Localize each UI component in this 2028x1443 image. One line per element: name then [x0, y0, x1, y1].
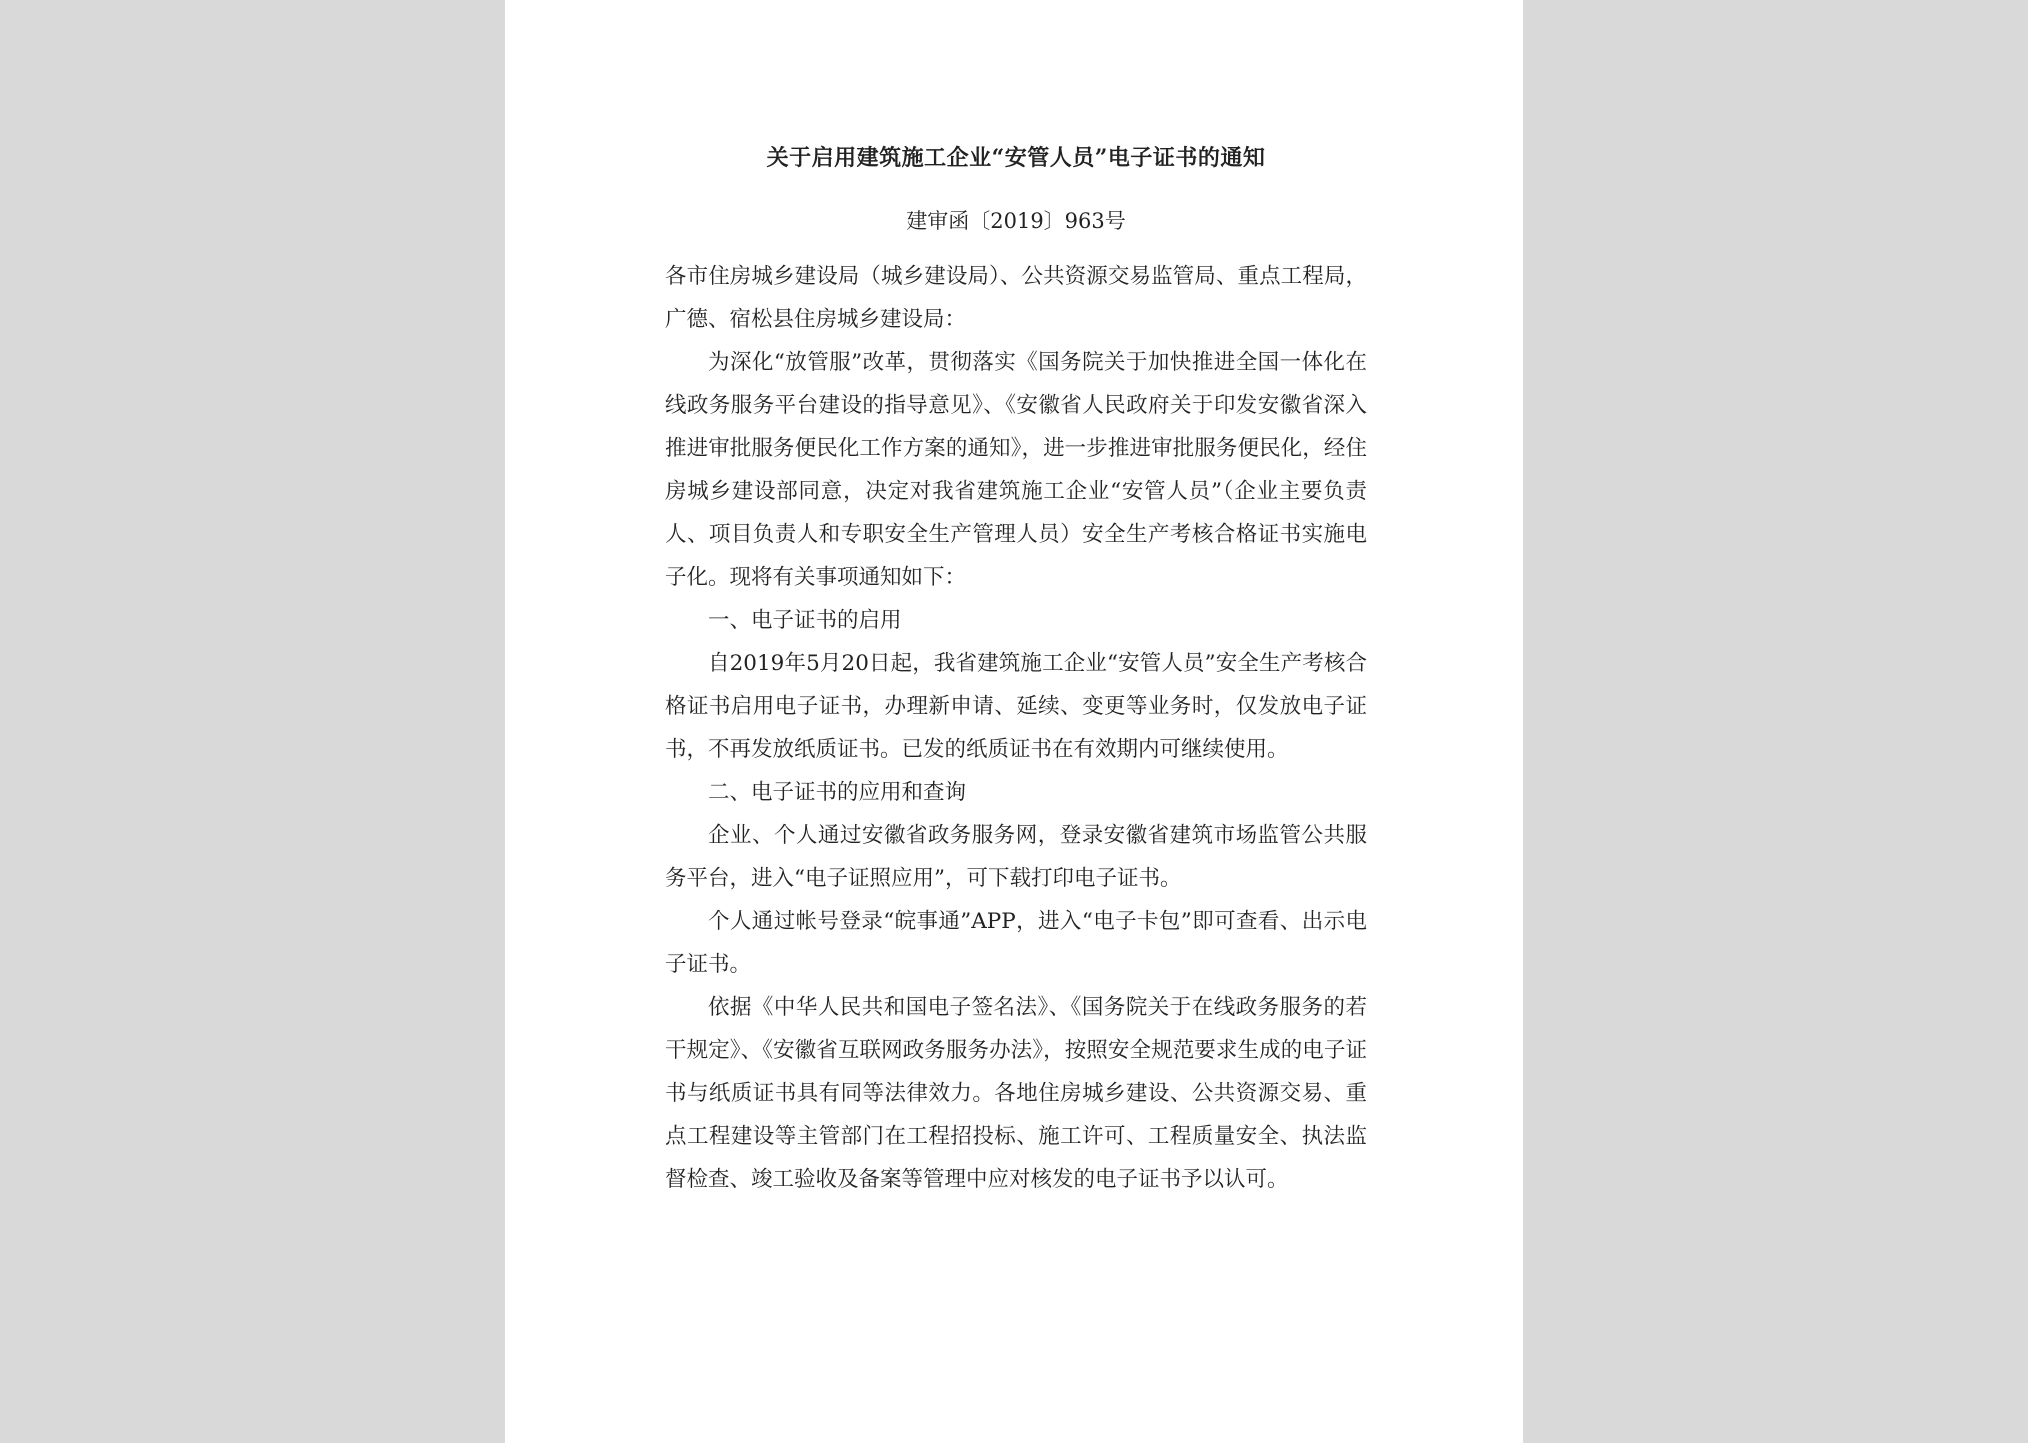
section-2-paragraph-2: 个人通过帐号登录“皖事通”APP，进入“电子卡包”即可查看、出示电子证书。 — [665, 909, 1367, 977]
section-2-paragraph-1: 企业、个人通过安徽省政务服务网，登录安徽省建筑市场监管公共服务平台，进入“电子证照应用”，可下载打印电子证书。 — [665, 823, 1367, 891]
section-2-heading: 二、电子证书的应用和查询 — [708, 780, 967, 805]
document-page — [505, 0, 1523, 1443]
document-title: 关于启用建筑施工企业“安管人员”电子证书的通知 — [766, 145, 1266, 171]
salutation: 各市住房城乡建设局（城乡建设局）、公共资源交易监管局、重点工程局，广德、宿松县住房城乡建设局： — [665, 264, 1367, 332]
intro-paragraph: 为深化“放管服”改革，贯彻落实《国务院关于加快推进全国一体化在线政务服务平台建设的指导意见》、《安徽省人民政府关于印发安徽省深入推进审批服务便民化工作方案的通知》，进一步推进审批服务便民化，经住房城乡建设部同意，决定对我省建筑施工企业“安管人员”（企业主要负责人、项目负责人和专职安全生产管理人员）安全生产考核合格证书实施电子化。现将有关事项通知如下： — [665, 350, 1367, 590]
section-1-paragraph: 自2019年5月20日起，我省建筑施工企业“安管人员”安全生产考核合格证书启用电子证书，办理新申请、延续、变更等业务时，仅发放电子证书，不再发放纸质证书。已发的纸质证书在有效期内可继续使用。 — [665, 651, 1367, 762]
document-number: 建审函〔2019〕963号 — [906, 209, 1126, 233]
document-body — [665, 255, 1367, 1201]
section-2-paragraph-3: 依据《中华人民共和国电子签名法》、《国务院关于在线政务服务的若干规定》、《安徽省互联网政务服务办法》，按照安全规范要求生成的电子证书与纸质证书具有同等法律效力。各地住房城乡建设、公共资源交易、重点工程建设等主管部门在工程招投标、施工许可、工程质量安全、执法监督检查、竣工验收及备案等管理中应对核发的电子证书予以认可。 — [665, 995, 1367, 1192]
section-1-heading: 一、电子证书的启用 — [708, 608, 902, 633]
